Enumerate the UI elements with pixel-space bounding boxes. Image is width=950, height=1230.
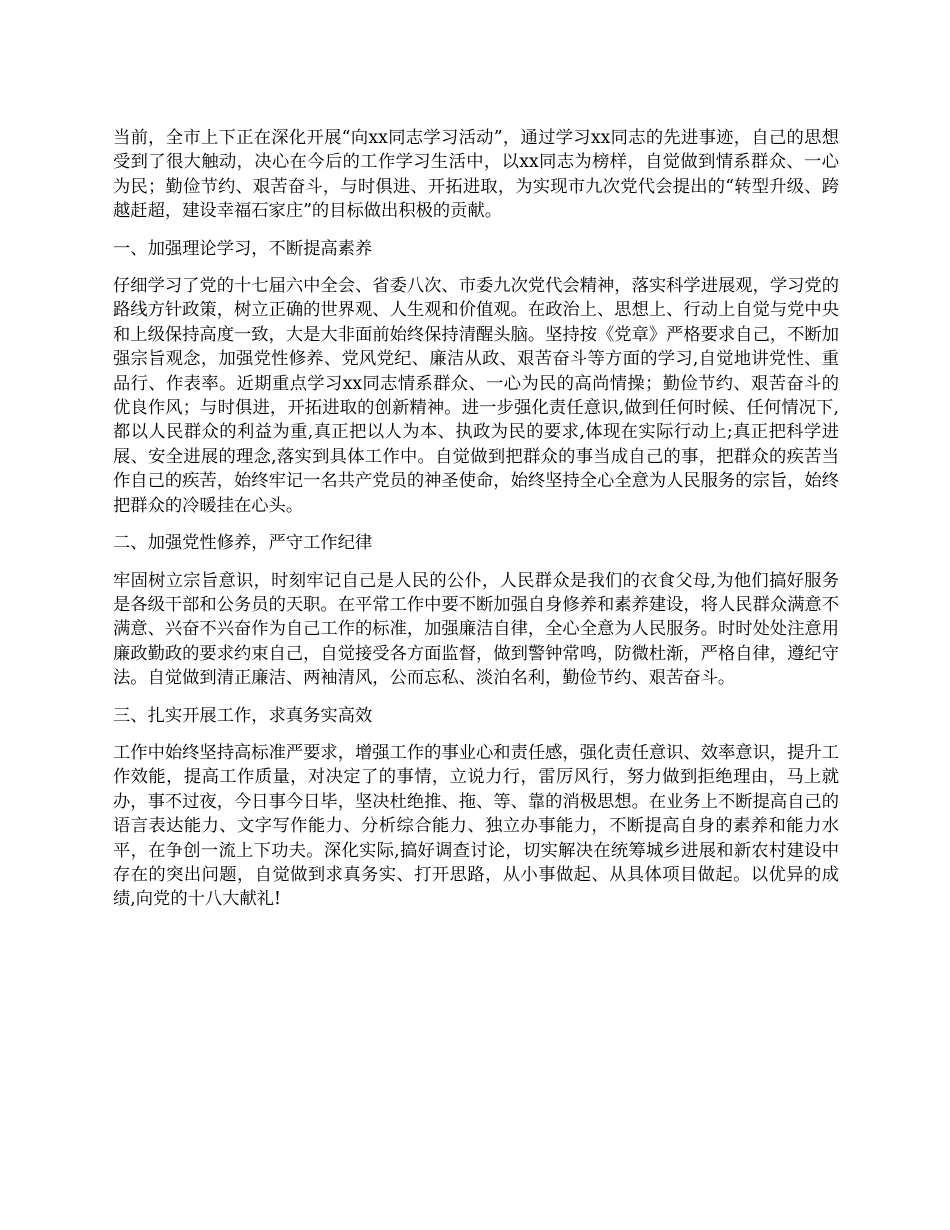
section-body-1: 仔细学习了党的十七届六中全会、省委八次、市委九次党代会精神，落实科学进展观，学习党的路线方针政策，树立正确的世界观、人生观和价值观。在政治上、思想上、行动上自觉与党中央和上级保持高度一致，大是大非面前始终保持清醒头脑。坚持按《党章》严格要求自己，不断加强宗旨观念，加强党性修养、党风党纪、廉洁从政、艰苦奋斗等方面的学习,自觉地讲党性、重品行、作表率。近期重点学习xx同志情系群众、一心为民的高尚情操；勤俭节约、艰苦奋斗的优良作风；与时俱进，开拓进取的创新精神。进一步强化责任意识,做到任何时候、任何情况下,都以人民群众的利益为重,真正把以人为本、执政为民的要求,体现在实际行动上;真正把科学进展、安全进展的理念,落实到具体工作中。自觉做到把群众的事当成自己的事，把群众的疾苦当作自己的疾苦，始终牢记一名共产党员的神圣使命，始终坚持全心全意为人民服务的宗旨，始终把群众的冷暖挂在心头。 <box>113 276 839 516</box>
document-page <box>113 126 839 925</box>
intro-paragraph: 当前，全市上下正在深化开展“向xx同志学习活动”，通过学习xx同志的先进事迹，自己的思想受到了很大触动，决心在今后的工作学习生活中，以xx同志为榜样，自觉做到情系群众、一心为民；勤俭节约、艰苦奋斗，与时俱进、开拓进取，为实现市九次党代会提出的“转型升级、跨越赶超，建设幸福石家庄”的目标做出积极的贡献。 <box>113 128 839 222</box>
section-body-3: 工作中始终坚持高标准严要求，增强工作的事业心和责任感，强化责任意识、效率意识，提升工作效能，提高工作质量，对决定了的事情，立说力行，雷厉风行，努力做到拒绝理由，马上就办，事不过夜，今日事今日毕，坚决杜绝推、拖、等、靠的消极思想。在业务上不断提高自己的语言表达能力、文字写作能力、分析综合能力、独立办事能力，不断提高自身的素养和能力水平，在争创一流上下功夫。深化实际,搞好调查讨论，切实解决在统筹城乡进展和新农村建设中存在的突出问题，自觉做到求真务实、打开思路，从小事做起、从具体项目做起。以优异的成绩,向党的十八大献礼! <box>113 742 839 910</box>
section-body-2: 牢固树立宗旨意识，时刻牢记自己是人民的公仆，人民群众是我们的衣食父母,为他们搞好服务是各级干部和公务员的天职。在平常工作中要不断加强自身修养和素养建设，将人民群众满意不满意、兴奋不兴奋作为自己工作的标准，加强廉洁自律，全心全意为人民服务。时时处处注意用廉政勤政的要求约束自己，自觉接受各方面监督，做到警钟常鸣，防微杜渐，严格自律，遵纪守法。自觉做到清正廉洁、两袖清风，公而忘私、淡泊名利，勤俭节约、艰苦奋斗。 <box>113 570 839 689</box>
section-heading-1: 一、加强理论学习，不断提高素养 <box>113 238 373 259</box>
section-heading-2: 二、加强党性修养，严守工作纪律 <box>113 533 373 554</box>
section-heading-3: 三、扎实开展工作，求真务实高效 <box>113 705 373 726</box>
